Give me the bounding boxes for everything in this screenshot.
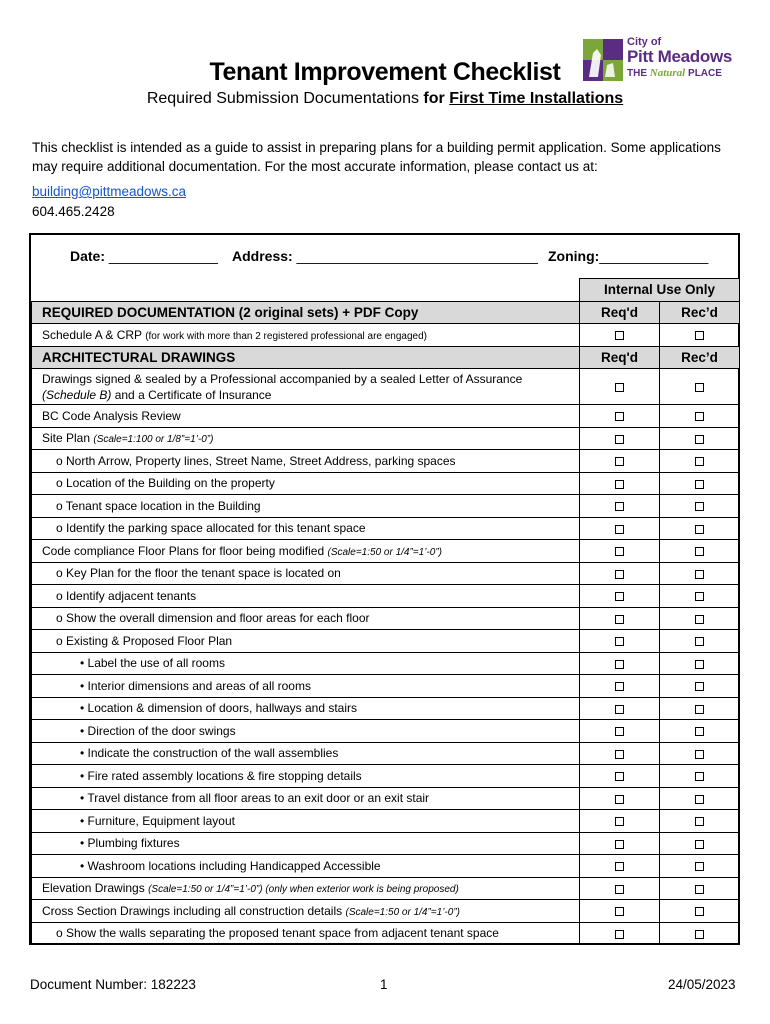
- logo-tag-natural: Natural: [649, 67, 686, 79]
- table-row: [32, 540, 740, 563]
- internal-use-row: [32, 279, 740, 302]
- recd-checkbox[interactable]: [695, 885, 704, 894]
- recd-checkbox[interactable]: [695, 660, 704, 669]
- recd-checkbox[interactable]: [695, 480, 704, 489]
- table-row: [32, 324, 740, 347]
- plan-item: • Location & dimension of doors, hallways and stairs: [32, 697, 580, 720]
- table-row: [32, 720, 740, 743]
- recd-header: Rec’d: [660, 346, 740, 369]
- table-row: [32, 675, 740, 698]
- checklist-table: [31, 278, 740, 945]
- reqd-checkbox[interactable]: [615, 383, 624, 392]
- item-walls: o Show the walls separating the proposed tenant space from adjacent tenant space: [32, 922, 580, 945]
- recd-checkbox[interactable]: [695, 907, 704, 916]
- section-title-required-docs: REQUIRED DOCUMENTATION (2 original sets) + PDF Copy: [32, 301, 580, 324]
- page-title: Tenant Improvement Checklist: [209, 58, 561, 86]
- plan-item: • Interior dimensions and areas of all rooms: [32, 675, 580, 698]
- reqd-checkbox[interactable]: [615, 885, 624, 894]
- site-item: o Identify the parking space allocated for this tenant space: [32, 517, 580, 540]
- recd-checkbox[interactable]: [695, 862, 704, 871]
- reqd-checkbox[interactable]: [615, 840, 624, 849]
- recd-checkbox[interactable]: [695, 682, 704, 691]
- recd-header: Rec’d: [660, 301, 740, 324]
- reqd-checkbox[interactable]: [615, 705, 624, 714]
- reqd-checkbox[interactable]: [615, 660, 624, 669]
- table-row: [32, 472, 740, 495]
- reqd-checkbox[interactable]: [615, 750, 624, 759]
- floor-item: o Key Plan for the floor the tenant space is located on: [32, 562, 580, 585]
- reqd-checkbox[interactable]: [615, 615, 624, 624]
- table-row: [32, 855, 740, 878]
- table-row: [32, 787, 740, 810]
- reqd-checkbox[interactable]: [615, 480, 624, 489]
- zoning-field[interactable]: [548, 248, 708, 264]
- reqd-checkbox[interactable]: [615, 930, 624, 939]
- table-row: [32, 427, 740, 450]
- table-row: [32, 495, 740, 518]
- contact-phone: 604.465.2428: [32, 204, 115, 219]
- site-item: o Location of the Building on the property: [32, 472, 580, 495]
- floor-item: o Existing & Proposed Floor Plan: [32, 630, 580, 653]
- recd-checkbox[interactable]: [695, 457, 704, 466]
- table-row: [32, 607, 740, 630]
- recd-checkbox[interactable]: [695, 637, 704, 646]
- item-code-floor: Code compliance Floor Plans for floor being modified (Scale=1:50 or 1/4”=1’-0”): [32, 540, 580, 563]
- reqd-checkbox[interactable]: [615, 435, 624, 444]
- document-number: Document Number: 182223: [30, 977, 196, 992]
- address-label: Address:: [232, 248, 293, 264]
- date-blank: ______________: [108, 248, 218, 264]
- date-field[interactable]: [70, 248, 218, 264]
- reqd-checkbox[interactable]: [615, 331, 624, 340]
- contact-email-link[interactable]: building@pittmeadows.ca: [32, 184, 187, 199]
- reqd-checkbox[interactable]: [615, 907, 624, 916]
- section-title-architectural: ARCHITECTURAL DRAWINGS: [32, 346, 580, 369]
- reqd-checkbox[interactable]: [615, 592, 624, 601]
- reqd-checkbox[interactable]: [615, 682, 624, 691]
- reqd-checkbox[interactable]: [615, 772, 624, 781]
- reqd-checkbox[interactable]: [615, 727, 624, 736]
- reqd-checkbox[interactable]: [615, 817, 624, 826]
- reqd-header: Req'd: [580, 346, 660, 369]
- table-row: [32, 652, 740, 675]
- recd-checkbox[interactable]: [695, 383, 704, 392]
- date-label: Date:: [70, 248, 106, 264]
- item-site-plan: Site Plan (Scale=1:100 or 1/8”=1’-0”): [32, 427, 580, 450]
- table-row: [32, 697, 740, 720]
- reqd-checkbox[interactable]: [615, 795, 624, 804]
- section-row-required-docs: [32, 301, 740, 324]
- subtitle-installations: First Time Installations: [449, 90, 624, 107]
- reqd-checkbox[interactable]: [615, 525, 624, 534]
- plan-item: • Indicate the construction of the wall assemblies: [32, 742, 580, 765]
- subtitle-for: for: [423, 90, 450, 107]
- recd-checkbox[interactable]: [695, 615, 704, 624]
- recd-checkbox[interactable]: [695, 502, 704, 511]
- table-row: [32, 630, 740, 653]
- item-elevation: Elevation Drawings (Scale=1:50 or 1/4”=1’-0”) (only when exterior work is being proposed): [32, 877, 580, 900]
- item-drawings-signed: Drawings signed & sealed by a Professional accompanied by a sealed Letter of Assurance (Schedule B) and a Certificate of Insurance: [32, 369, 580, 405]
- plan-item: • Furniture, Equipment layout: [32, 810, 580, 833]
- table-row: [32, 765, 740, 788]
- recd-checkbox[interactable]: [695, 727, 704, 736]
- reqd-header: Req'd: [580, 301, 660, 324]
- recd-checkbox[interactable]: [695, 592, 704, 601]
- table-row: [32, 877, 740, 900]
- floor-item: o Identify adjacent tenants: [32, 585, 580, 608]
- recd-checkbox[interactable]: [695, 840, 704, 849]
- zoning-blank: ______________: [599, 248, 709, 264]
- table-row: [32, 405, 740, 428]
- reqd-checkbox[interactable]: [615, 637, 624, 646]
- internal-use-header: Internal Use Only: [580, 279, 740, 302]
- table-row: [32, 922, 740, 945]
- address-blank: _______________________________: [296, 248, 538, 264]
- recd-checkbox[interactable]: [695, 817, 704, 826]
- table-row: [32, 562, 740, 585]
- item-cross-section: Cross Section Drawings including all construction details (Scale=1:50 or 1/4”=1’-0”): [32, 900, 580, 923]
- address-field[interactable]: [232, 248, 538, 264]
- page-number: 1: [380, 977, 388, 992]
- reqd-checkbox[interactable]: [615, 412, 624, 421]
- recd-checkbox[interactable]: [695, 412, 704, 421]
- table-row: [32, 900, 740, 923]
- reqd-checkbox[interactable]: [615, 547, 624, 556]
- logo-tag-the: THE: [627, 68, 647, 79]
- table-row: [32, 369, 740, 405]
- footer-date: 24/05/2023: [668, 977, 736, 992]
- table-row: [32, 742, 740, 765]
- logo-tag-place: PLACE: [688, 68, 722, 79]
- logo-city-text: City of: [627, 36, 662, 48]
- recd-checkbox[interactable]: [695, 570, 704, 579]
- section-row-architectural: [32, 346, 740, 369]
- item-schedule-a: Schedule A & CRP (for work with more than 2 registered professional are engaged): [32, 324, 580, 347]
- recd-checkbox[interactable]: [695, 705, 704, 714]
- plan-item: • Travel distance from all floor areas to an exit door or an exit stair: [32, 787, 580, 810]
- zoning-label: Zoning:: [548, 248, 600, 264]
- page-subtitle: [0, 90, 770, 108]
- recd-checkbox[interactable]: [695, 772, 704, 781]
- site-item: o North Arrow, Property lines, Street Name, Street Address, parking spaces: [32, 450, 580, 473]
- intro-paragraph: This checklist is intended as a guide to assist in preparing plans for a building permit application. Some applications may require additional documentation. For the most accurate information, please contact us at:: [32, 140, 721, 174]
- recd-checkbox[interactable]: [695, 525, 704, 534]
- item-bc-code: BC Code Analysis Review: [32, 405, 580, 428]
- recd-checkbox[interactable]: [695, 435, 704, 444]
- recd-checkbox[interactable]: [695, 750, 704, 759]
- plan-item: • Direction of the door swings: [32, 720, 580, 743]
- table-row: [32, 450, 740, 473]
- plan-item: • Washroom locations including Handicapped Accessible: [32, 855, 580, 878]
- plan-item: • Label the use of all rooms: [32, 652, 580, 675]
- reqd-checkbox[interactable]: [615, 457, 624, 466]
- logo-name-text: Pitt Meadows: [627, 47, 733, 66]
- recd-checkbox[interactable]: [695, 930, 704, 939]
- plan-item: • Plumbing fixtures: [32, 832, 580, 855]
- table-row: [32, 832, 740, 855]
- recd-checkbox[interactable]: [695, 547, 704, 556]
- reqd-checkbox[interactable]: [615, 502, 624, 511]
- recd-checkbox[interactable]: [695, 331, 704, 340]
- reqd-checkbox[interactable]: [615, 862, 624, 871]
- table-row: [32, 810, 740, 833]
- plan-item: • Fire rated assembly locations & fire stopping details: [32, 765, 580, 788]
- table-row: [32, 585, 740, 608]
- floor-item: o Show the overall dimension and floor areas for each floor: [32, 607, 580, 630]
- recd-checkbox[interactable]: [695, 795, 704, 804]
- site-item: o Tenant space location in the Building: [32, 495, 580, 518]
- subtitle-prefix: Required Submission Documentations: [146, 90, 424, 107]
- reqd-checkbox[interactable]: [615, 570, 624, 579]
- table-row: [32, 517, 740, 540]
